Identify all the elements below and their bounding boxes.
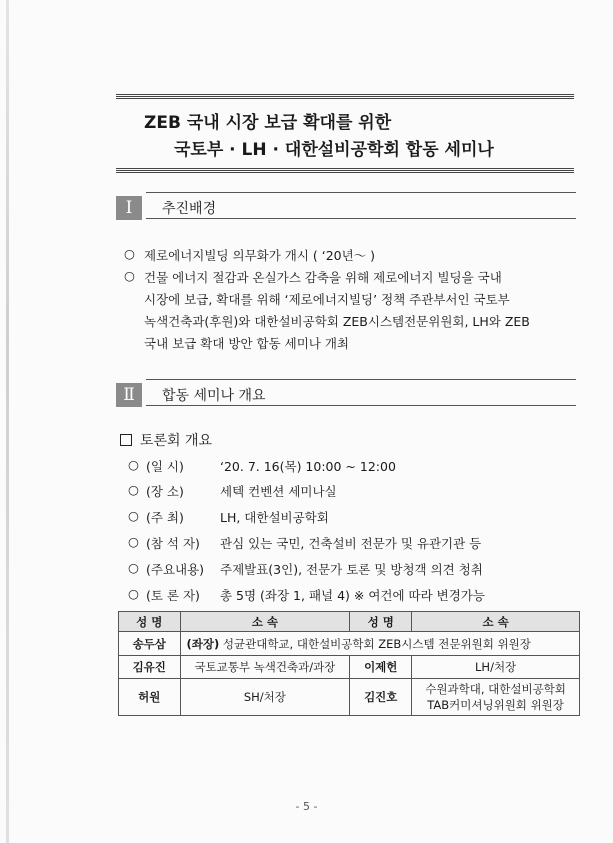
- panelist-table: [118, 611, 580, 716]
- overview-item: ○ (참 석 자) 관심 있는 국민, 건축설비 전문가 및 유관기관 등: [128, 534, 482, 551]
- bullet-continuation: 국내 보급 확대 방안 합동 세미나 개최: [144, 336, 349, 351]
- section-2-number: Ⅱ: [116, 383, 142, 407]
- table-header-row: [119, 612, 580, 632]
- panelist-affiliation: 수원과학대, 대한설비공학회 TAB커미셔닝위원회 위원장: [412, 679, 580, 716]
- panelist-name: 김유진: [119, 656, 181, 679]
- table-header-cell: 성 명: [350, 612, 412, 632]
- panelist-affiliation: (좌장) 성균관대학교, 대한설비공학회 ZEB시스템 전문위원회 위원장: [180, 632, 580, 656]
- panelist-affiliation: SH/처장: [180, 679, 350, 716]
- table-header-cell: 성 명: [119, 612, 181, 632]
- table-row: [119, 656, 580, 679]
- overview-item: ○ (토 론 자) 총 5명 (좌장 1, 패널 4) ※ 여건에 따라 변경가능: [128, 586, 485, 603]
- title-top-rule: [116, 94, 574, 100]
- circle-bullet-icon: ○: [124, 246, 135, 261]
- title-box: [116, 94, 574, 174]
- table-row: [119, 679, 580, 716]
- section-2-title: 합동 세미나 개요: [162, 388, 266, 404]
- title-line-1: ZEB 국내 시장 보급 확대를 위한: [144, 113, 392, 133]
- panelist-name: 김진호: [350, 679, 412, 716]
- panelist-name: 이제헌: [350, 656, 412, 679]
- bullet-continuation: 녹색건축과(후원)와 대한설비공학회 ZEB시스템전문위원회, LH와 ZEB: [144, 314, 530, 329]
- title-line-2: 국토부 · LH · 대한설비공학회 합동 세미나: [174, 140, 494, 160]
- overview-item: ○ (주 최) LH, 대한설비공학회: [128, 508, 329, 525]
- bullet-item: ○ 제로에너지빌딩 의무화가 개시 ( ‘20년～ ): [124, 246, 376, 263]
- bullet-item: ○ 건물 에너지 절감과 온실가스 감축을 위해 제로에너지 빌딩을 국내: [124, 268, 502, 285]
- section-1-title: 추진배경: [162, 201, 217, 217]
- table-header-cell: 소 속: [180, 612, 350, 632]
- circle-bullet-icon: ○: [128, 457, 139, 472]
- overview-item: ○ (주요내용) 주제발표(3인), 전문가 토론 및 방청객 의견 청취: [128, 560, 483, 577]
- circle-bullet-icon: ○: [128, 586, 139, 601]
- section-1-number: Ⅰ: [116, 196, 142, 220]
- scan-edge-mark: [6, 0, 9, 843]
- title-bottom-rule: [116, 168, 574, 174]
- panelist-name: 송두삼: [119, 632, 181, 656]
- overview-item: ○ (장 소) 세텍 컨벤션 세미나실: [128, 482, 337, 499]
- bullet-continuation: 시장에 보급, 확대를 위해 ‘제로에너지빌딩’ 정책 주관부서인 국토부: [144, 292, 510, 307]
- circle-bullet-icon: ○: [128, 534, 139, 549]
- chair-label: (좌장): [186, 636, 220, 651]
- section-2-header: [116, 377, 576, 411]
- sub-heading: 토론회 개요: [120, 430, 212, 450]
- panelist-affiliation: LH/처장: [412, 656, 580, 679]
- circle-bullet-icon: ○: [128, 560, 139, 575]
- section-1-header: [116, 190, 576, 224]
- panelist-name: 허원: [119, 679, 181, 716]
- circle-bullet-icon: ○: [128, 482, 139, 497]
- overview-item: ○ (일 시) ‘20. 7. 16(목) 10:00 ~ 12:00: [128, 457, 396, 474]
- page-number: - 5 -: [295, 800, 318, 813]
- square-bullet-icon: [120, 434, 132, 446]
- circle-bullet-icon: ○: [124, 268, 135, 283]
- panelist-affiliation: 국토교통부 녹색건축과/과장: [180, 656, 350, 679]
- table-header-cell: 소 속: [412, 612, 580, 632]
- circle-bullet-icon: ○: [128, 508, 139, 523]
- table-row: [119, 632, 580, 656]
